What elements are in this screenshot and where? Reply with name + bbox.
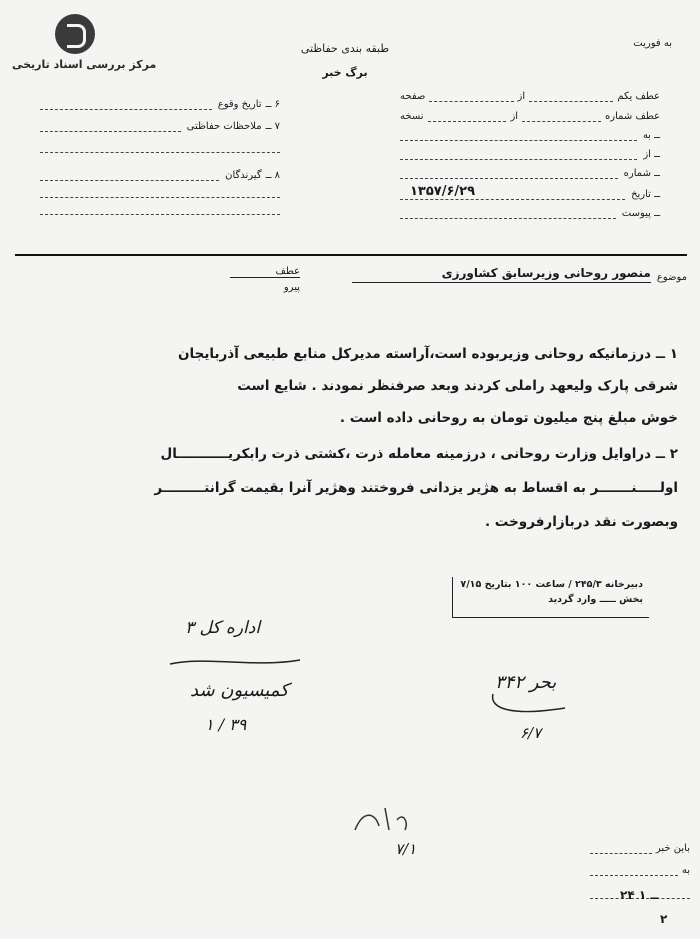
- footer-label: به: [681, 865, 690, 876]
- subject-row: [352, 266, 687, 283]
- watermark-text: مرکز بررسی اسناد تاریخی: [12, 58, 157, 71]
- body-line: شرقی پارک ولیعهد راملی کردند وبعد صرفنظر نمودند . شایع است: [237, 378, 678, 394]
- left-field-event-date: [40, 90, 280, 110]
- fill-line: [429, 101, 513, 102]
- field-label: گیرندگان: [225, 170, 262, 181]
- body-line: ۱ ــ درزمانیکه روحانی وزیربوده است،آراسته مدیرکل منابع طبیعی آذربایجان: [178, 346, 678, 362]
- handwritten-underline: [165, 652, 305, 672]
- field-label: ــ تاریخ: [631, 189, 660, 200]
- fill-line: [40, 181, 280, 198]
- subject-label: موضوع: [656, 272, 687, 283]
- footer-to-row: [590, 854, 690, 876]
- handwritten-note-archive: بحر ۳۴۲: [495, 672, 557, 693]
- page-number: ۲: [660, 912, 668, 926]
- from-row: [400, 141, 660, 160]
- field-number: ۸ ــ: [265, 170, 280, 181]
- handwritten-note-bottom: ۷/۱: [395, 840, 417, 858]
- field-label: تاریخ وقوع: [217, 99, 262, 110]
- field-label: عطف یکم: [617, 91, 660, 102]
- field-label: از: [510, 111, 519, 122]
- footer-ref-number: ۲۴ ــ ۱: [620, 888, 659, 902]
- archive-logo-icon: [55, 14, 95, 54]
- fill-line: [40, 109, 212, 110]
- field-label: ــ پیوست: [621, 208, 660, 219]
- fill-line: [400, 178, 618, 179]
- body-line: وبصورت نقد دربازارفروخت .: [484, 514, 678, 530]
- fill-line: [428, 121, 507, 122]
- reference-block: [230, 266, 300, 293]
- header-separator: [15, 254, 687, 256]
- footer-label: باین خبر: [655, 843, 690, 854]
- field-label: صفحه: [400, 91, 426, 102]
- handwritten-note-archive-date: ۶/۷: [520, 724, 542, 742]
- fill-line: [522, 121, 601, 122]
- body-line: ۲ ــ دراوایل وزارت روحانی ، درزمینه معامله ذرت ،کشتی ذرت رابکریـــــــــــال: [160, 446, 678, 462]
- fill-line: [400, 184, 625, 200]
- fill-line: [400, 140, 637, 141]
- fill-line: [400, 159, 637, 160]
- handwritten-note-status: کمیسیون شد: [190, 680, 289, 701]
- subject-text: منصور روحانی وزیرسابق کشاورزی: [352, 266, 651, 283]
- form-title: برگ خبر: [322, 66, 368, 79]
- stamp-line: بخش ـــــ وارد گردید: [548, 594, 643, 605]
- stamp-line: دبیرخانه ۲۴۵/۳ / ساعت ۱۰۰ بتاریخ ۷/۱۵: [460, 579, 643, 590]
- fill-line: [40, 131, 181, 132]
- handwritten-initials: [345, 800, 415, 840]
- footer-copy-row: [590, 832, 690, 854]
- date-value: ۱۳۵۷/۶/۲۹: [410, 184, 476, 199]
- field-label: ــ شماره: [623, 168, 660, 179]
- classification-label: طبقه بندی حفاظتی: [300, 42, 390, 55]
- reference-sub-label: پیرو: [283, 282, 300, 293]
- field-number: ۶ ــ: [265, 99, 280, 110]
- to-row: [400, 122, 660, 141]
- left-field-recipients: [40, 153, 280, 181]
- fill-line: [40, 180, 219, 181]
- fill-line: [590, 875, 678, 876]
- field-label: از: [517, 91, 526, 102]
- report-body: [154, 346, 678, 544]
- field-label: عطف شماره: [605, 111, 660, 122]
- handwritten-note-date: ۱ / ۳۹: [205, 715, 247, 734]
- field-label: ــ از: [643, 149, 660, 160]
- field-number: ۷ ــ: [265, 121, 280, 132]
- fill-line: [529, 101, 613, 102]
- body-line: خوش مبلغ پنج میلیون تومان به روحانی داده است .: [339, 410, 678, 426]
- left-field-group: [40, 90, 280, 215]
- fill-line: [40, 138, 280, 153]
- fill-line: [590, 853, 652, 854]
- left-field-security-notes: [40, 110, 280, 132]
- date-row: [400, 179, 660, 200]
- handwritten-scribble: [485, 690, 575, 720]
- ref-first-row: [400, 82, 660, 102]
- handwritten-note-department: اداره کل ۳: [185, 618, 261, 638]
- field-label: ــ به: [642, 130, 660, 141]
- field-label: نسخه: [400, 111, 424, 122]
- right-field-group: [400, 82, 660, 219]
- reference-label: عطف: [230, 266, 300, 278]
- attachment-row: [400, 200, 660, 219]
- fill-line: [40, 198, 280, 215]
- registry-stamp: [452, 577, 649, 618]
- field-label: ملاحظات حفاظتی: [186, 121, 262, 132]
- urgency-label: به فوریت: [633, 38, 672, 49]
- number-row: [400, 160, 660, 179]
- ref-number-row: [400, 102, 660, 122]
- fill-line: [400, 218, 616, 219]
- body-line: اولـــــنـــــــر به اقساط به هژیر یزدانی فروختند وهژیر آنرا بقیمت گرانتـــــــــر: [154, 480, 678, 496]
